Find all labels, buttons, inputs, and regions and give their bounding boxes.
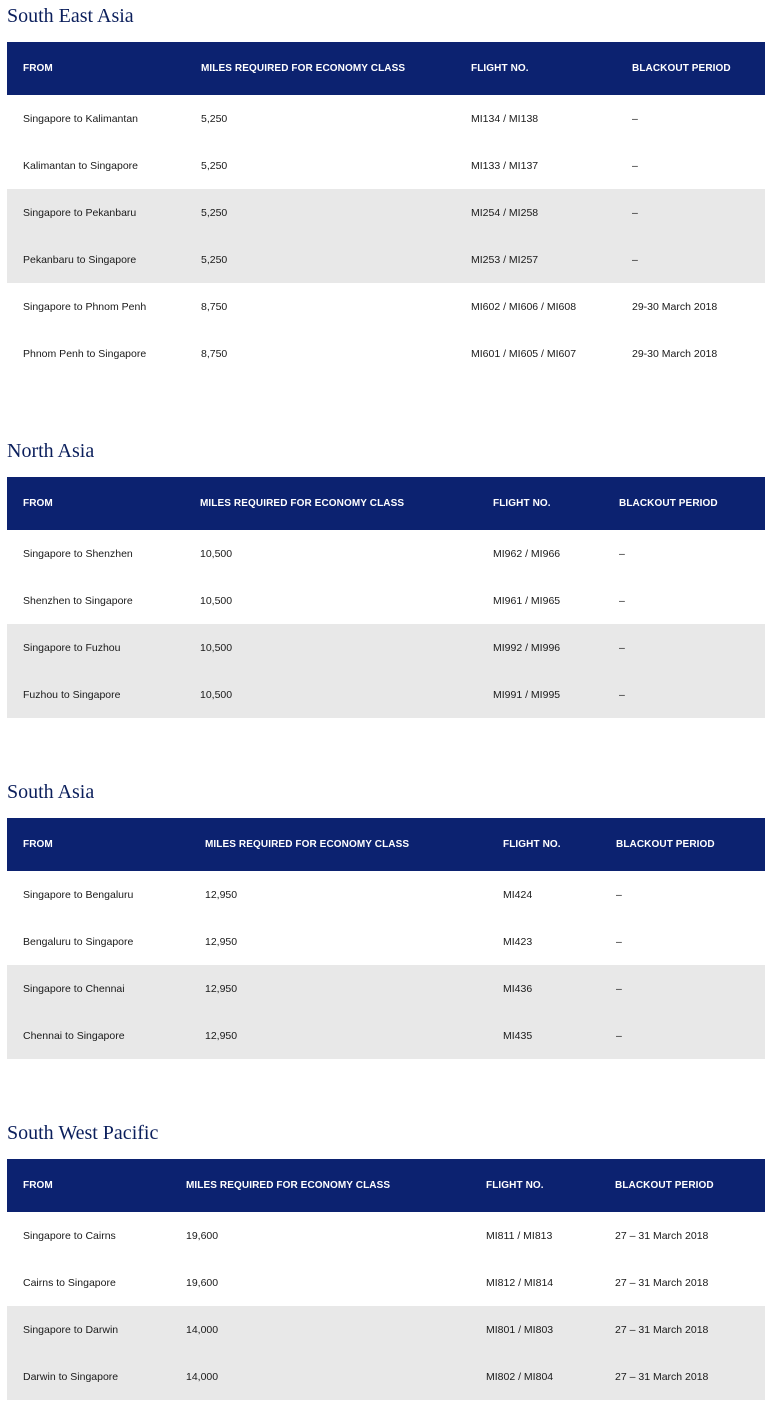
table-row: [7, 918, 765, 965]
cell-from: Singapore to Darwin: [23, 1323, 119, 1336]
cell-miles: 12,950: [205, 888, 238, 901]
cell-from: Pekanbaru to Singapore: [23, 253, 137, 266]
column-header-blackout: BLACKOUT PERIOD: [632, 63, 731, 74]
cell-flight: MI436: [503, 982, 533, 995]
cell-miles: 19,600: [186, 1276, 219, 1289]
table-row: [7, 965, 765, 1012]
cell-flight: MI811 / MI813: [486, 1229, 553, 1242]
column-header-from: FROM: [23, 1180, 53, 1191]
cell-blackout: –: [632, 206, 638, 219]
column-header-miles: MILES REQUIRED FOR ECONOMY CLASS: [200, 498, 405, 509]
table-row: [7, 189, 765, 236]
cell-blackout: 29-30 March 2018: [632, 347, 718, 360]
cell-miles: 10,500: [200, 688, 233, 701]
column-header-miles: MILES REQUIRED FOR ECONOMY CLASS: [186, 1180, 391, 1191]
column-header-from: FROM: [23, 498, 53, 509]
cell-from: Kalimantan to Singapore: [23, 159, 138, 172]
column-header-from: FROM: [23, 839, 53, 850]
cell-blackout: –: [619, 594, 625, 607]
table-row: [7, 1306, 765, 1353]
column-header-blackout: BLACKOUT PERIOD: [619, 498, 718, 509]
cell-blackout: 29-30 March 2018: [632, 300, 718, 313]
cell-blackout: –: [632, 159, 638, 172]
cell-miles: 12,950: [205, 935, 238, 948]
cell-miles: 5,250: [201, 253, 228, 266]
cell-from: Singapore to Phnom Penh: [23, 300, 147, 313]
column-header-blackout: BLACKOUT PERIOD: [616, 839, 715, 850]
cell-blackout: –: [616, 1029, 622, 1042]
table-header-row: [7, 818, 765, 871]
cell-flight: MI802 / MI804: [486, 1370, 554, 1383]
cell-blackout: 27 – 31 March 2018: [615, 1276, 709, 1289]
cell-from: Singapore to Bengaluru: [23, 888, 134, 901]
table-row: [7, 577, 765, 624]
column-header-flight: FLIGHT NO.: [493, 498, 551, 509]
column-header-flight: FLIGHT NO.: [503, 839, 561, 850]
cell-flight: MI602 / MI606 / MI608: [471, 300, 577, 313]
cell-from: Singapore to Cairns: [23, 1229, 116, 1242]
cell-from: Chennai to Singapore: [23, 1029, 125, 1042]
cell-flight: MI601 / MI605 / MI607: [471, 347, 577, 360]
cell-miles: 10,500: [200, 594, 233, 607]
cell-miles: 19,600: [186, 1229, 219, 1242]
cell-flight: MI812 / MI814: [486, 1276, 554, 1289]
cell-miles: 8,750: [201, 347, 228, 360]
cell-from: Singapore to Kalimantan: [23, 112, 138, 125]
cell-blackout: 27 – 31 March 2018: [615, 1370, 709, 1383]
table-row: [7, 1012, 765, 1059]
table-row: [7, 236, 765, 283]
table-row: [7, 142, 765, 189]
cell-flight: MI961 / MI965: [493, 594, 561, 607]
cell-flight: MI134 / MI138: [471, 112, 539, 125]
cell-from: Cairns to Singapore: [23, 1276, 116, 1289]
cell-from: Singapore to Chennai: [23, 982, 125, 995]
cell-from: Shenzhen to Singapore: [23, 594, 133, 607]
table-row: [7, 1212, 765, 1259]
table-row: [7, 330, 765, 377]
table-row: [7, 671, 765, 718]
cell-from: Fuzhou to Singapore: [23, 688, 121, 701]
cell-from: Singapore to Fuzhou: [23, 641, 121, 654]
cell-from: Singapore to Pekanbaru: [23, 206, 137, 219]
cell-flight: MI992 / MI996: [493, 641, 561, 654]
cell-blackout: –: [616, 888, 622, 901]
cell-from: Darwin to Singapore: [23, 1370, 119, 1383]
cell-from: Singapore to Shenzhen: [23, 547, 133, 560]
section-title: South Asia: [7, 781, 95, 803]
column-header-miles: MILES REQUIRED FOR ECONOMY CLASS: [205, 839, 410, 850]
cell-flight: MI253 / MI257: [471, 253, 539, 266]
cell-blackout: –: [616, 935, 622, 948]
section-title: North Asia: [7, 440, 95, 462]
cell-miles: 5,250: [201, 112, 228, 125]
cell-flight: MI133 / MI137: [471, 159, 539, 172]
table-row: [7, 624, 765, 671]
cell-blackout: –: [619, 641, 625, 654]
cell-blackout: –: [619, 688, 625, 701]
column-header-blackout: BLACKOUT PERIOD: [615, 1180, 714, 1191]
cell-blackout: –: [619, 547, 625, 560]
cell-miles: 12,950: [205, 982, 238, 995]
cell-miles: 10,500: [200, 641, 233, 654]
cell-flight: MI962 / MI966: [493, 547, 561, 560]
section-title: South East Asia: [7, 5, 134, 27]
table-row: [7, 530, 765, 577]
cell-miles: 14,000: [186, 1370, 219, 1383]
table-row: [7, 1353, 765, 1400]
cell-miles: 5,250: [201, 159, 228, 172]
cell-blackout: –: [632, 253, 638, 266]
column-header-flight: FLIGHT NO.: [486, 1180, 544, 1191]
cell-blackout: –: [616, 982, 622, 995]
cell-from: Phnom Penh to Singapore: [23, 347, 147, 360]
table-header-row: [7, 1159, 765, 1212]
cell-flight: MI801 / MI803: [486, 1323, 554, 1336]
table-row: [7, 1259, 765, 1306]
cell-miles: 14,000: [186, 1323, 219, 1336]
cell-miles: 5,250: [201, 206, 228, 219]
cell-blackout: 27 – 31 March 2018: [615, 1323, 709, 1336]
routes-table: [7, 1159, 765, 1400]
routes-table: [7, 42, 765, 377]
routes-table: [7, 477, 765, 718]
cell-flight: MI423: [503, 935, 533, 948]
cell-miles: 8,750: [201, 300, 228, 313]
column-header-miles: MILES REQUIRED FOR ECONOMY CLASS: [201, 63, 406, 74]
column-header-flight: FLIGHT NO.: [471, 63, 529, 74]
column-header-from: FROM: [23, 63, 53, 74]
section-title: South West Pacific: [7, 1122, 159, 1144]
table-header-row: [7, 42, 765, 95]
table-row: [7, 871, 765, 918]
cell-flight: MI254 / MI258: [471, 206, 539, 219]
table-row: [7, 283, 765, 330]
cell-blackout: –: [632, 112, 638, 125]
cell-flight: MI424: [503, 888, 533, 901]
cell-miles: 12,950: [205, 1029, 238, 1042]
cell-flight: MI991 / MI995: [493, 688, 561, 701]
table-header-row: [7, 477, 765, 530]
table-row: [7, 95, 765, 142]
cell-flight: MI435: [503, 1029, 533, 1042]
routes-table: [7, 818, 765, 1059]
cell-miles: 10,500: [200, 547, 233, 560]
cell-from: Bengaluru to Singapore: [23, 935, 134, 948]
cell-blackout: 27 – 31 March 2018: [615, 1229, 709, 1242]
